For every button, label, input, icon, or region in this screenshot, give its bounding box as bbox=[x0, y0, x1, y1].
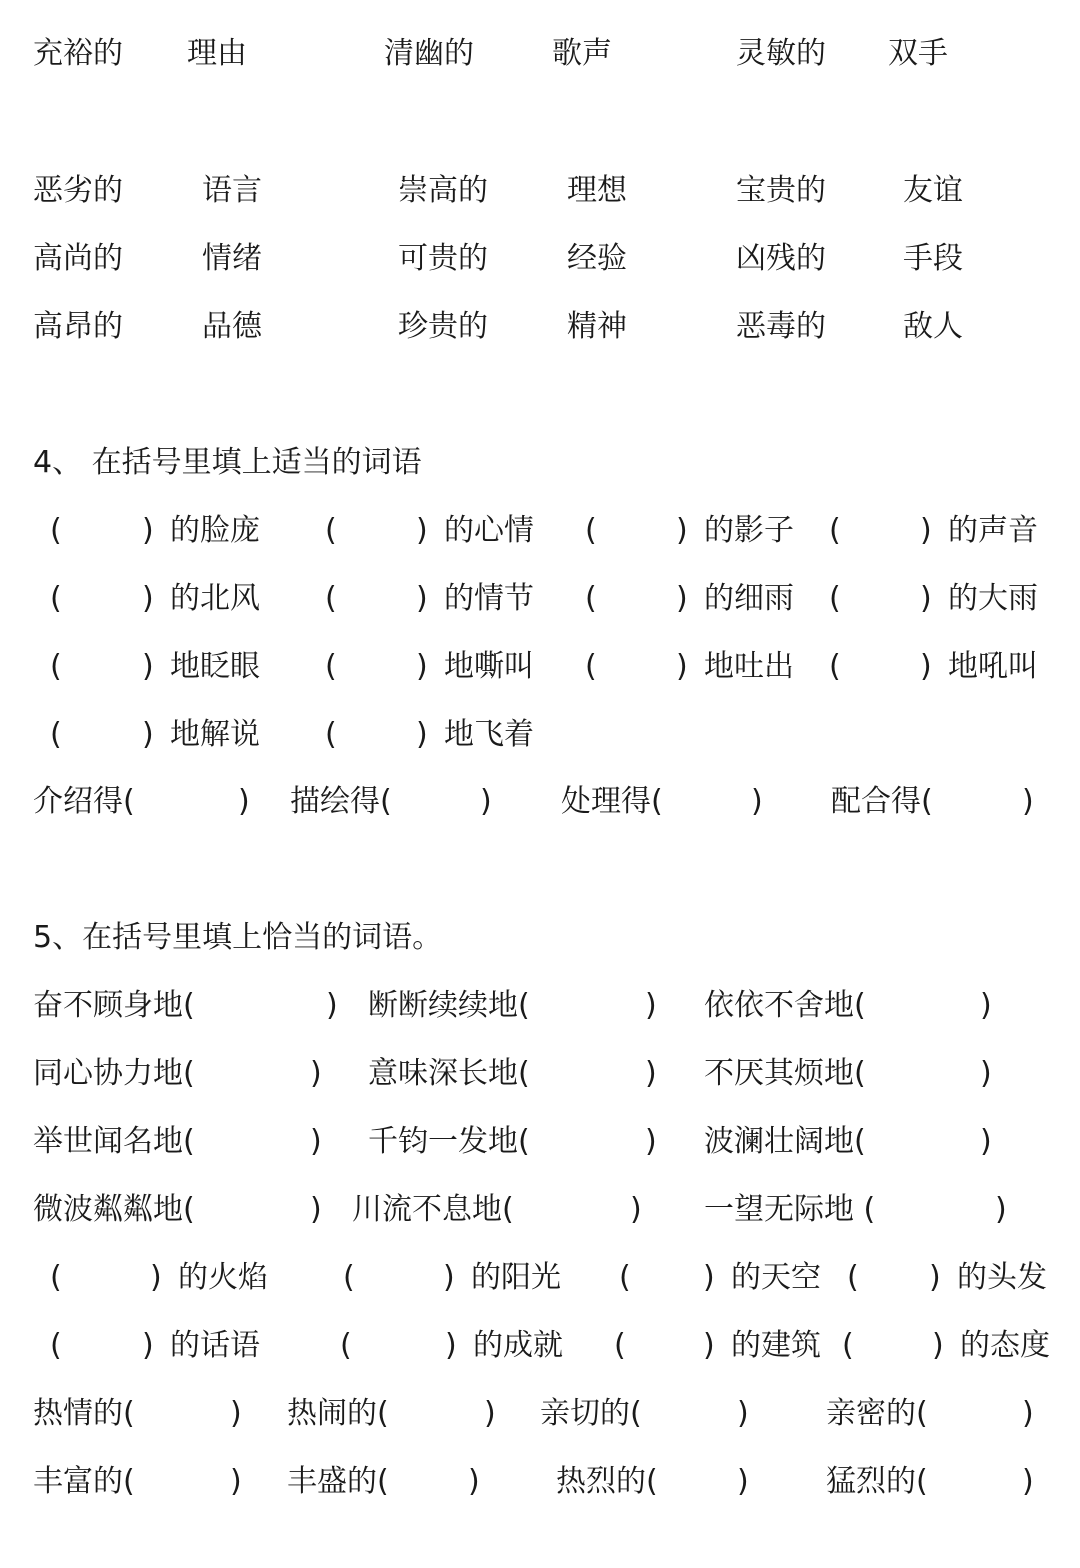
fill-blank-suffix: 的大雨 bbox=[948, 581, 1038, 616]
close-paren: ) bbox=[737, 1464, 749, 1499]
open-paren: ( bbox=[585, 581, 597, 616]
close-paren: ) bbox=[1022, 784, 1034, 819]
fill-blank-suffix: 地吼叫 bbox=[948, 649, 1038, 684]
close-paren: ) bbox=[468, 1464, 480, 1499]
pair-word: 清幽的 bbox=[384, 36, 474, 71]
pair-word: 敌人 bbox=[903, 309, 963, 344]
fill-blank-suffix: 地解说 bbox=[170, 717, 260, 752]
fill-blank-prefix: 微波粼粼地( bbox=[33, 1192, 195, 1227]
fill-blank-suffix: 的阳光 bbox=[471, 1260, 561, 1295]
close-paren: ) bbox=[238, 784, 250, 819]
close-paren: ) bbox=[1022, 1396, 1034, 1431]
pair-word: 恶劣的 bbox=[33, 173, 123, 208]
fill-blank-suffix: 的建筑 bbox=[731, 1328, 821, 1363]
close-paren: ) bbox=[416, 649, 428, 684]
close-paren: ) bbox=[995, 1192, 1007, 1227]
close-paren: ) bbox=[920, 581, 932, 616]
close-paren: ) bbox=[703, 1260, 715, 1295]
close-paren: ) bbox=[676, 649, 688, 684]
open-paren: ( bbox=[50, 717, 62, 752]
fill-blank-prefix: 不厌其烦地( bbox=[704, 1056, 866, 1091]
pair-word: 情绪 bbox=[202, 241, 262, 276]
fill-blank-prefix: 依依不舍地( bbox=[704, 988, 866, 1023]
fill-blank-prefix: 丰富的( bbox=[33, 1464, 135, 1499]
close-paren: ) bbox=[676, 513, 688, 548]
fill-blank-prefix: 热情的( bbox=[33, 1396, 135, 1431]
pair-word: 经验 bbox=[567, 241, 627, 276]
pair-word: 凶残的 bbox=[736, 241, 826, 276]
fill-blank-suffix: 的细雨 bbox=[704, 581, 794, 616]
pair-word: 品德 bbox=[202, 309, 262, 344]
open-paren: ( bbox=[585, 513, 597, 548]
fill-blank-suffix: 的火焰 bbox=[178, 1260, 268, 1295]
pair-word: 珍贵的 bbox=[398, 309, 488, 344]
fill-blank-suffix: 的影子 bbox=[704, 513, 794, 548]
open-paren: ( bbox=[829, 513, 841, 548]
question-5-heading: 5、在括号里填上恰当的词语。 bbox=[33, 920, 443, 955]
open-paren: ( bbox=[847, 1260, 859, 1295]
close-paren: ) bbox=[150, 1260, 162, 1295]
fill-blank-suffix: 地眨眼 bbox=[170, 649, 260, 684]
fill-blank-prefix: 奋不顾身地( bbox=[33, 988, 195, 1023]
close-paren: ) bbox=[310, 1124, 322, 1159]
fill-blank-prefix: 川流不息地( bbox=[352, 1192, 514, 1227]
fill-blank-prefix: 介绍得( bbox=[33, 784, 135, 819]
close-paren: ) bbox=[630, 1192, 642, 1227]
close-paren: ) bbox=[445, 1328, 457, 1363]
open-paren: ( bbox=[842, 1328, 854, 1363]
pair-word: 理想 bbox=[567, 173, 627, 208]
close-paren: ) bbox=[703, 1328, 715, 1363]
close-paren: ) bbox=[142, 1328, 154, 1363]
close-paren: ) bbox=[310, 1056, 322, 1091]
fill-blank-suffix: 的声音 bbox=[948, 513, 1038, 548]
close-paren: ) bbox=[416, 717, 428, 752]
open-paren: ( bbox=[340, 1328, 352, 1363]
close-paren: ) bbox=[142, 649, 154, 684]
fill-blank-prefix: 千钧一发地( bbox=[368, 1124, 530, 1159]
close-paren: ) bbox=[230, 1396, 242, 1431]
open-paren: ( bbox=[325, 581, 337, 616]
pair-word: 手段 bbox=[903, 241, 963, 276]
pair-word: 宝贵的 bbox=[736, 173, 826, 208]
pair-word: 高尚的 bbox=[33, 241, 123, 276]
close-paren: ) bbox=[980, 1056, 992, 1091]
close-paren: ) bbox=[645, 988, 657, 1023]
close-paren: ) bbox=[737, 1396, 749, 1431]
fill-blank-suffix: 的心情 bbox=[444, 513, 534, 548]
close-paren: ) bbox=[326, 988, 338, 1023]
open-paren: ( bbox=[829, 581, 841, 616]
close-paren: ) bbox=[645, 1056, 657, 1091]
pair-word: 双手 bbox=[888, 36, 948, 71]
close-paren: ) bbox=[980, 1124, 992, 1159]
pair-word: 可贵的 bbox=[398, 241, 488, 276]
fill-blank-prefix: 猛烈的( bbox=[826, 1464, 928, 1499]
fill-blank-prefix: 波澜壮阔地( bbox=[704, 1124, 866, 1159]
fill-blank-prefix: 丰盛的( bbox=[287, 1464, 389, 1499]
close-paren: ) bbox=[980, 988, 992, 1023]
close-paren: ) bbox=[443, 1260, 455, 1295]
fill-blank-suffix: 地嘶叫 bbox=[444, 649, 534, 684]
pair-word: 歌声 bbox=[552, 36, 612, 71]
close-paren: ) bbox=[751, 784, 763, 819]
pair-word: 恶毒的 bbox=[736, 309, 826, 344]
pair-word: 充裕的 bbox=[33, 36, 123, 71]
fill-blank-suffix: 的情节 bbox=[444, 581, 534, 616]
close-paren: ) bbox=[416, 581, 428, 616]
close-paren: ) bbox=[310, 1192, 322, 1227]
close-paren: ) bbox=[416, 513, 428, 548]
fill-blank-prefix: 处理得( bbox=[561, 784, 663, 819]
open-paren: ( bbox=[50, 513, 62, 548]
fill-blank-prefix: 一望无际地 ( bbox=[704, 1192, 876, 1227]
pair-word: 崇高的 bbox=[398, 173, 488, 208]
fill-blank-suffix: 地吐出 bbox=[704, 649, 794, 684]
fill-blank-suffix: 的头发 bbox=[957, 1260, 1047, 1295]
close-paren: ) bbox=[929, 1260, 941, 1295]
fill-blank-prefix: 断断续续地( bbox=[368, 988, 530, 1023]
fill-blank-suffix: 的天空 bbox=[731, 1260, 821, 1295]
close-paren: ) bbox=[480, 784, 492, 819]
open-paren: ( bbox=[619, 1260, 631, 1295]
fill-blank-suffix: 的话语 bbox=[170, 1328, 260, 1363]
fill-blank-prefix: 同心协力地( bbox=[33, 1056, 195, 1091]
fill-blank-suffix: 的脸庞 bbox=[170, 513, 260, 548]
open-paren: ( bbox=[829, 649, 841, 684]
close-paren: ) bbox=[142, 513, 154, 548]
close-paren: ) bbox=[230, 1464, 242, 1499]
fill-blank-suffix: 的北风 bbox=[170, 581, 260, 616]
pair-word: 友谊 bbox=[903, 173, 963, 208]
open-paren: ( bbox=[585, 649, 597, 684]
close-paren: ) bbox=[142, 581, 154, 616]
open-paren: ( bbox=[50, 581, 62, 616]
fill-blank-prefix: 热闹的( bbox=[287, 1396, 389, 1431]
question-4-heading: 4、 在括号里填上适当的词语 bbox=[33, 445, 422, 480]
open-paren: ( bbox=[343, 1260, 355, 1295]
fill-blank-prefix: 意味深长地( bbox=[368, 1056, 530, 1091]
close-paren: ) bbox=[920, 513, 932, 548]
close-paren: ) bbox=[484, 1396, 496, 1431]
pair-word: 理由 bbox=[187, 36, 247, 71]
fill-blank-suffix: 的态度 bbox=[960, 1328, 1050, 1363]
open-paren: ( bbox=[50, 1260, 62, 1295]
fill-blank-prefix: 亲密的( bbox=[826, 1396, 928, 1431]
close-paren: ) bbox=[932, 1328, 944, 1363]
open-paren: ( bbox=[325, 649, 337, 684]
open-paren: ( bbox=[50, 1328, 62, 1363]
open-paren: ( bbox=[325, 717, 337, 752]
pair-word: 语言 bbox=[202, 173, 262, 208]
fill-blank-prefix: 描绘得( bbox=[290, 784, 392, 819]
close-paren: ) bbox=[676, 581, 688, 616]
pair-word: 高昂的 bbox=[33, 309, 123, 344]
open-paren: ( bbox=[325, 513, 337, 548]
fill-blank-suffix: 的成就 bbox=[473, 1328, 563, 1363]
fill-blank-prefix: 举世闻名地( bbox=[33, 1124, 195, 1159]
close-paren: ) bbox=[920, 649, 932, 684]
fill-blank-prefix: 亲切的( bbox=[540, 1396, 642, 1431]
open-paren: ( bbox=[614, 1328, 626, 1363]
fill-blank-prefix: 热烈的( bbox=[556, 1464, 658, 1499]
fill-blank-suffix: 地飞着 bbox=[444, 717, 534, 752]
open-paren: ( bbox=[50, 649, 62, 684]
close-paren: ) bbox=[142, 717, 154, 752]
close-paren: ) bbox=[645, 1124, 657, 1159]
fill-blank-prefix: 配合得( bbox=[831, 784, 933, 819]
pair-word: 灵敏的 bbox=[736, 36, 826, 71]
close-paren: ) bbox=[1022, 1464, 1034, 1499]
pair-word: 精神 bbox=[567, 309, 627, 344]
